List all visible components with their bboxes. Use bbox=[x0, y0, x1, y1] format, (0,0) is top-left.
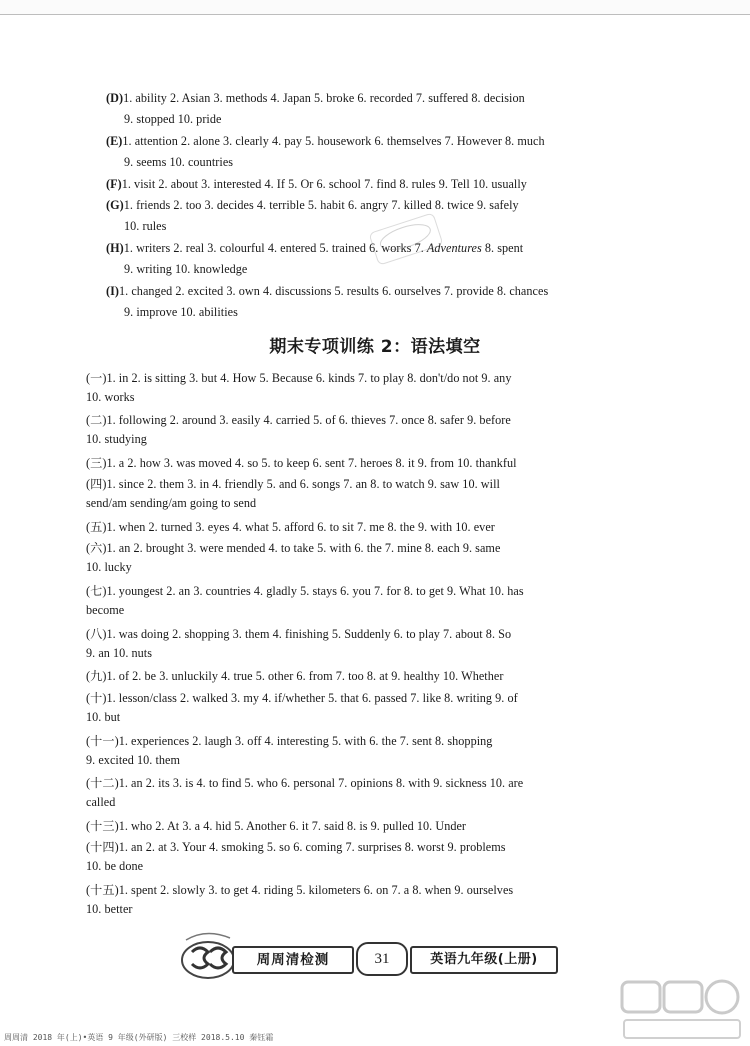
footer-book-label: 英语九年级(上册) bbox=[410, 946, 558, 974]
section-i-line-2: 9. improve 10. abilities bbox=[124, 305, 238, 319]
section-6-line-1: (六)1. an 2. brought 3. were mended 4. to take 5. with 6. the 7. mine 8. each 9. same bbox=[86, 541, 501, 555]
section-14-line-2: 10. be done bbox=[86, 859, 144, 873]
section-3-line-1: (三)1. a 2. how 3. was moved 4. so 5. to keep 6. sent 7. heroes 8. it 9. from 10. thankful bbox=[86, 456, 517, 470]
section-e-line-1: (E)1. attention 2. alone 3. clearly 4. pay 5. housework 6. themselves 7. However 8. much bbox=[106, 134, 545, 148]
section-1-line-1: (一)1. in 2. is sitting 3. but 4. How 5. Because 6. kinds 7. to play 8. don't/do not 9. any bbox=[86, 371, 512, 385]
section-6-line-2: 10. lucky bbox=[86, 560, 132, 574]
section-2-line-2: 10. studying bbox=[86, 432, 147, 446]
section-4-line-2: send/am sending/am going to send bbox=[86, 496, 257, 510]
page-number: 31 bbox=[356, 942, 408, 976]
section-d-line-1: (D)1. ability 2. Asian 3. methods 4. Japan 5. broke 6. recorded 7. suffered 8. decision bbox=[106, 91, 525, 105]
section-e-line-2: 9. seems 10. countries bbox=[124, 155, 234, 169]
watermark-logo-icon bbox=[620, 978, 744, 1042]
section-f-line-1: (F)1. visit 2. about 3. interested 4. If 5. Or 6. school 7. find 8. rules 9. Tell 10. usually bbox=[106, 177, 527, 191]
section-4-line-1: (四)1. since 2. them 3. in 4. friendly 5. and 6. songs 7. an 8. to watch 9. saw 10. will bbox=[86, 477, 500, 491]
section-15-line-2: 10. better bbox=[86, 902, 133, 916]
section-7-line-1: (七)1. youngest 2. an 3. countries 4. gladly 5. stays 6. you 7. for 8. to get 9. What 10. has bbox=[86, 584, 524, 598]
section-7-line-2: become bbox=[86, 603, 125, 617]
section-2-line-1: (二)1. following 2. around 3. easily 4. carried 5. of 6. thieves 7. once 8. safer 9. before bbox=[86, 413, 511, 427]
print-metadata: 周周清 2018 年(上)•英语 9 年级(外研版) 三校样 2018.5.10 秦钰霜 bbox=[4, 1033, 274, 1042]
section-10-line-1: (十)1. lesson/class 2. walked 3. my 4. if/whether 5. that 6. passed 7. like 8. writing 9. of bbox=[86, 691, 518, 705]
section-10-line-2: 10. but bbox=[86, 710, 121, 724]
section-8-line-2: 9. an 10. nuts bbox=[86, 646, 153, 660]
footer-series-label: 周周清检测 bbox=[232, 946, 354, 974]
section-5-line-1: (五)1. when 2. turned 3. eyes 4. what 5. afford 6. to sit 7. me 8. the 9. with 10. ever bbox=[86, 520, 495, 534]
section-8-line-1: (八)1. was doing 2. shopping 3. them 4. finishing 5. Suddenly 6. to play 7. about 8. So bbox=[86, 627, 512, 641]
section-1-line-2: 10. works bbox=[86, 390, 135, 404]
section-d-line-2: 9. stopped 10. pride bbox=[124, 112, 222, 126]
section-14-line-1: (十四)1. an 2. at 3. Your 4. smoking 5. so 6. coming 7. surprises 8. worst 9. problems bbox=[86, 840, 506, 854]
section-12-line-2: called bbox=[86, 795, 116, 809]
section-h-line-1: (H)1. writers 2. real 3. colourful 4. entered 5. trained 6. works 7. Adventures 8. spent bbox=[106, 241, 524, 255]
section-12-line-1: (十二)1. an 2. its 3. is 4. to find 5. who 6. personal 7. opinions 8. with 9. sickness 10. are bbox=[86, 776, 524, 790]
section-11-line-2: 9. excited 10. them bbox=[86, 753, 181, 767]
section-g-line-1: (G)1. friends 2. too 3. decides 4. terrible 5. habit 6. angry 7. killed 8. twice 9. safely bbox=[106, 198, 519, 212]
section-g-line-2: 10. rules bbox=[124, 219, 167, 233]
section-13-line-1: (十三)1. who 2. At 3. a 4. hid 5. Another 6. it 7. said 8. is 9. pulled 10. Under bbox=[86, 819, 467, 833]
section-h-line-2: 9. writing 10. knowledge bbox=[124, 262, 248, 276]
section-11-line-1: (十一)1. experiences 2. laugh 3. off 4. interesting 5. with 6. the 7. sent 8. shopping bbox=[86, 734, 493, 748]
section-15-line-1: (十五)1. spent 2. slowly 3. to get 4. riding 5. kilometers 6. on 7. a 8. when 9. ourselves bbox=[86, 883, 514, 897]
section-9-line-1: (九)1. of 2. be 3. unluckily 4. true 5. other 6. from 7. too 8. at 9. healthy 10. Whether bbox=[86, 669, 504, 683]
watermark-stamp bbox=[368, 212, 443, 265]
section-i-line-1: (I)1. changed 2. excited 3. own 4. discussions 5. results 6. ourselves 7. provide 8. chances bbox=[106, 284, 549, 298]
page-title: 期末专项训练 2：语法填空 bbox=[269, 337, 481, 357]
footer-banner bbox=[178, 940, 560, 974]
